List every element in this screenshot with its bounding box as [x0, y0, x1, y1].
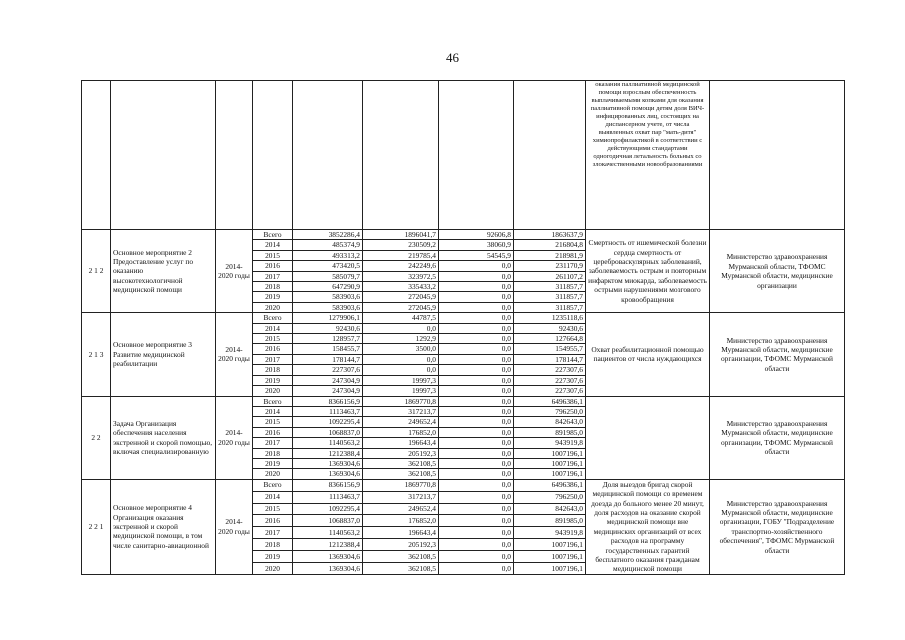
cell-amount: 1092295,4 — [293, 417, 363, 427]
cell-amount: 891985,0 — [514, 427, 586, 437]
cell-amount: 0,0 — [439, 344, 514, 354]
cell-amount: 0,0 — [363, 365, 439, 375]
cell-year: 2016 — [253, 427, 293, 437]
cell-year: Всего — [253, 396, 293, 406]
cell-amount: 473420,5 — [293, 261, 363, 271]
cell-amount: 1068837,0 — [293, 515, 363, 527]
cell-amount: 1369304,6 — [293, 562, 363, 574]
cell-amount: 242249,6 — [363, 261, 439, 271]
cell-amount: 92430,6 — [514, 323, 586, 333]
cell-code: 2 2 — [82, 396, 111, 479]
cell-amount: 227307,6 — [514, 375, 586, 385]
cell-amount: 362108,5 — [363, 469, 439, 479]
cell-year: 2018 — [253, 282, 293, 292]
cell-amount: 1007196,1 — [514, 448, 586, 458]
cell-amount: 0,0 — [439, 302, 514, 312]
cell-amount: 0,0 — [439, 386, 514, 396]
table-body — [82, 81, 845, 575]
cell-amount: 205192,3 — [363, 448, 439, 458]
cell-amount: 335433,2 — [363, 282, 439, 292]
cell-amount: 1863637,9 — [514, 230, 586, 240]
cell-empty — [216, 81, 253, 230]
cell-year: 2020 — [253, 302, 293, 312]
cell-amount: 0,0 — [439, 491, 514, 503]
cell-amount: 943919,8 — [514, 527, 586, 539]
cell-year: 2019 — [253, 551, 293, 563]
cell-amount: 227307,6 — [514, 386, 586, 396]
cell-name: Основное мероприятие 4 Организация оказания экстренной и скорой медицинской помощи, в том числе санитарно-авиационной — [111, 479, 216, 574]
cell-amount: 1212388,4 — [293, 448, 363, 458]
cell-amount: 178144,7 — [514, 354, 586, 364]
cell-year: 2014 — [253, 323, 293, 333]
cell-amount: 154955,7 — [514, 344, 586, 354]
cell-year: 2016 — [253, 515, 293, 527]
cell-amount: 891985,0 — [514, 515, 586, 527]
table-row — [82, 230, 845, 240]
cell-amount: 0,0 — [439, 313, 514, 323]
cell-amount: 842643,0 — [514, 417, 586, 427]
table-row — [82, 396, 845, 406]
cell-period: 2014- 2020 годы — [216, 313, 253, 396]
cell-amount: 0,0 — [439, 515, 514, 527]
cell-year: 2019 — [253, 375, 293, 385]
cell-amount: 247304,9 — [293, 375, 363, 385]
cell-amount: 158455,7 — [293, 344, 363, 354]
cell-amount: 249652,4 — [363, 417, 439, 427]
cell-year: 2014 — [253, 406, 293, 416]
cell-amount: 127664,8 — [514, 334, 586, 344]
cell-amount: 0,0 — [363, 354, 439, 364]
cell-year: 2019 — [253, 292, 293, 302]
cell-amount: 1369304,6 — [293, 458, 363, 468]
cell-amount: 178144,7 — [293, 354, 363, 364]
cell-amount: 0,0 — [439, 562, 514, 574]
cell-amount: 261107,2 — [514, 271, 586, 281]
cell-amount: 0,0 — [439, 396, 514, 406]
cell-year: 2020 — [253, 386, 293, 396]
cell-amount: 0,0 — [439, 354, 514, 364]
cell-empty — [253, 81, 293, 230]
table-row-continuation — [82, 81, 845, 230]
cell-year: 2017 — [253, 438, 293, 448]
cell-amount: 842643,0 — [514, 503, 586, 515]
cell-amount: 1369304,6 — [293, 551, 363, 563]
cell-amount: 0,0 — [439, 261, 514, 271]
cell-amount: 0,0 — [439, 527, 514, 539]
cell-amount: 1007196,1 — [514, 551, 586, 563]
cell-name: Основное мероприятие 3 Развитие медицинской реабилитации — [111, 313, 216, 396]
cell-year: 2016 — [253, 344, 293, 354]
cell-amount: 272045,9 — [363, 292, 439, 302]
cell-amount: 8366156,9 — [293, 396, 363, 406]
cell-executor: Министерство здравоохранения Мурманской области, медицинские организации, ТФОМС Мурманской области — [710, 313, 845, 396]
table-row — [82, 479, 845, 491]
cell-amount: 0,0 — [439, 539, 514, 551]
cell-empty — [111, 81, 216, 230]
cell-indicator — [586, 396, 710, 479]
cell-amount: 54545,9 — [439, 250, 514, 260]
cell-amount: 0,0 — [439, 417, 514, 427]
cell-year: Всего — [253, 230, 293, 240]
cell-amount: 493313,2 — [293, 250, 363, 260]
cell-amount: 230509,2 — [363, 240, 439, 250]
cell-period: 2014- 2020 годы — [216, 396, 253, 479]
cell-amount: 311857,7 — [514, 292, 586, 302]
cell-amount: 1235118,6 — [514, 313, 586, 323]
cell-year: 2015 — [253, 250, 293, 260]
cell-year: 2018 — [253, 448, 293, 458]
cell-executor: Министерство здравоохранения Мурманской области, медицинские организации, ТФОМС Мурманской области — [710, 396, 845, 479]
cell-year: 2019 — [253, 458, 293, 468]
cell-executor: Министерство здравоохранения Мурманской области, ТФОМС Мурманской области, медицинские организации — [710, 230, 845, 313]
cell-amount: 272045,9 — [363, 302, 439, 312]
cell-indicator: Доля выездов бригад скорой медицинской помощи со временем доезда до больного менее 20 минут, доля расходов на оказание скорой медицинской помощи вне медицинских организаций от всех расходов на программу государственных гарантий бесплатного оказания гражданам медицинской помощи — [586, 479, 710, 574]
cell-code: 2 1 3 — [82, 313, 111, 396]
cell-amount: 796250,0 — [514, 406, 586, 416]
cell-empty — [293, 81, 363, 230]
cell-amount: 216804,8 — [514, 240, 586, 250]
cell-amount: 323972,5 — [363, 271, 439, 281]
cell-amount: 943919,8 — [514, 438, 586, 448]
cell-amount: 1140563,2 — [293, 527, 363, 539]
cell-year: 2018 — [253, 539, 293, 551]
cell-amount: 0,0 — [439, 458, 514, 468]
cell-empty — [363, 81, 439, 230]
cell-amount: 1092295,4 — [293, 503, 363, 515]
cell-period: 2014- 2020 годы — [216, 230, 253, 313]
cell-amount: 1869770,8 — [363, 479, 439, 491]
cell-amount: 0,0 — [439, 448, 514, 458]
cell-empty — [82, 81, 111, 230]
cell-indicator-continued — [586, 81, 710, 230]
cell-amount: 0,0 — [439, 323, 514, 333]
cell-amount: 0,0 — [439, 427, 514, 437]
cell-amount: 1369304,6 — [293, 469, 363, 479]
cell-amount: 218981,9 — [514, 250, 586, 260]
cell-amount: 1292,9 — [363, 334, 439, 344]
cell-amount: 1896041,7 — [363, 230, 439, 240]
cell-year: 2017 — [253, 271, 293, 281]
cell-year: 2014 — [253, 240, 293, 250]
cell-amount: 0,0 — [439, 438, 514, 448]
cell-amount: 362108,5 — [363, 458, 439, 468]
cell-amount: 0,0 — [439, 406, 514, 416]
cell-year: 2016 — [253, 261, 293, 271]
cell-amount: 0,0 — [439, 375, 514, 385]
cell-amount: 1007196,1 — [514, 469, 586, 479]
cell-amount: 92606,8 — [439, 230, 514, 240]
cell-amount: 231170,9 — [514, 261, 586, 271]
cell-amount: 227307,6 — [514, 365, 586, 375]
cell-amount: 1279906,1 — [293, 313, 363, 323]
cell-amount: 128957,7 — [293, 334, 363, 344]
cell-amount: 0,0 — [439, 334, 514, 344]
cell-amount: 196643,4 — [363, 438, 439, 448]
cell-amount: 0,0 — [439, 469, 514, 479]
cell-amount: 219785,4 — [363, 250, 439, 260]
cell-amount: 38060,9 — [439, 240, 514, 250]
indicator-text: оказания паллиативной медицинской помощи взрослым обеспеченность выплачиваемыми копками для оказания паллиативной помощи детям доля ВИЧ-инфицированных лиц, состоящих на диспансерном учете, от числа выявленных охват пар "мать-дитя" химиопрофилактикой в соответствии с действующими стандартами одногодичная летальность больных со злокачественными новообразованиями — [590, 81, 705, 168]
cell-year: 2015 — [253, 417, 293, 427]
cell-amount: 796250,0 — [514, 491, 586, 503]
cell-year: 2018 — [253, 365, 293, 375]
cell-year: 2015 — [253, 503, 293, 515]
cell-amount: 1007196,1 — [514, 458, 586, 468]
cell-amount: 1212388,4 — [293, 539, 363, 551]
cell-amount: 1113463,7 — [293, 491, 363, 503]
cell-amount: 0,0 — [439, 365, 514, 375]
cell-amount: 1007196,1 — [514, 539, 586, 551]
cell-amount: 227307,6 — [293, 365, 363, 375]
cell-amount: 1068837,0 — [293, 427, 363, 437]
cell-amount: 6496386,1 — [514, 396, 586, 406]
cell-amount: 0,0 — [439, 292, 514, 302]
table-row — [82, 313, 845, 323]
cell-year: Всего — [253, 313, 293, 323]
cell-year: Всего — [253, 479, 293, 491]
cell-amount: 1869770,8 — [363, 396, 439, 406]
cell-amount: 3852286,4 — [293, 230, 363, 240]
cell-amount: 205192,3 — [363, 539, 439, 551]
cell-amount: 0,0 — [439, 282, 514, 292]
cell-amount: 3500,0 — [363, 344, 439, 354]
cell-indicator: Смертность от ишемической болезни сердца смертность от цереброваскулярных заболеваний, заболеваемость острым и повторным инфарктом миокарда, заболеваемость острыми нарушениями мозгового кровообращения — [586, 230, 710, 313]
cell-amount: 176852,0 — [363, 427, 439, 437]
cell-name: Задача Организация обеспечения населения экстренной и скорой помощью, включая специализированную — [111, 396, 216, 479]
cell-year: 2020 — [253, 469, 293, 479]
cell-empty — [514, 81, 586, 230]
cell-amount: 44787,5 — [363, 313, 439, 323]
cell-amount: 0,0 — [439, 503, 514, 515]
cell-amount: 317213,7 — [363, 406, 439, 416]
cell-year: 2020 — [253, 562, 293, 574]
cell-amount: 247304,9 — [293, 386, 363, 396]
cell-amount: 485374,9 — [293, 240, 363, 250]
cell-amount: 583903,6 — [293, 292, 363, 302]
cell-amount: 92430,6 — [293, 323, 363, 333]
cell-year: 2017 — [253, 354, 293, 364]
cell-amount: 176852,0 — [363, 515, 439, 527]
cell-name: Основное мероприятие 2 Предоставление услуг по оказанию высокотехнологичной медицинской помощи — [111, 230, 216, 313]
cell-indicator: Охват реабилитационной помощью пациентов от числа нуждающихся — [586, 313, 710, 396]
cell-amount: 585079,7 — [293, 271, 363, 281]
cell-amount: 647290,9 — [293, 282, 363, 292]
cell-amount: 0,0 — [439, 551, 514, 563]
cell-executor: Министерство здравоохранения Мурманской области, медицинские организации, ГОБУ "Подразделение транспортно-хозяйственного обеспечения", ТФОМС Мурманской области — [710, 479, 845, 574]
cell-amount: 362108,5 — [363, 551, 439, 563]
cell-period: 2014- 2020 годы — [216, 479, 253, 574]
cell-amount: 317213,7 — [363, 491, 439, 503]
cell-amount: 0,0 — [439, 271, 514, 281]
cell-amount: 249652,4 — [363, 503, 439, 515]
cell-amount: 196643,4 — [363, 527, 439, 539]
cell-amount: 362108,5 — [363, 562, 439, 574]
page-number: 46 — [446, 50, 459, 65]
program-table — [81, 80, 845, 575]
cell-amount: 0,0 — [363, 323, 439, 333]
cell-year: 2017 — [253, 527, 293, 539]
cell-amount: 0,0 — [439, 479, 514, 491]
cell-amount: 6496386,1 — [514, 479, 586, 491]
cell-empty — [439, 81, 514, 230]
cell-amount: 311857,7 — [514, 282, 586, 292]
cell-amount: 19997,3 — [363, 375, 439, 385]
cell-year: 2015 — [253, 334, 293, 344]
cell-amount: 1140563,2 — [293, 438, 363, 448]
cell-amount: 1113463,7 — [293, 406, 363, 416]
cell-year: 2014 — [253, 491, 293, 503]
cell-amount: 311857,7 — [514, 302, 586, 312]
cell-amount: 19997,3 — [363, 386, 439, 396]
cell-amount: 583903,6 — [293, 302, 363, 312]
cell-amount: 1007196,1 — [514, 562, 586, 574]
cell-code: 2 1 2 — [82, 230, 111, 313]
cell-empty — [710, 81, 845, 230]
cell-amount: 8366156,9 — [293, 479, 363, 491]
cell-code: 2 2 1 — [82, 479, 111, 574]
